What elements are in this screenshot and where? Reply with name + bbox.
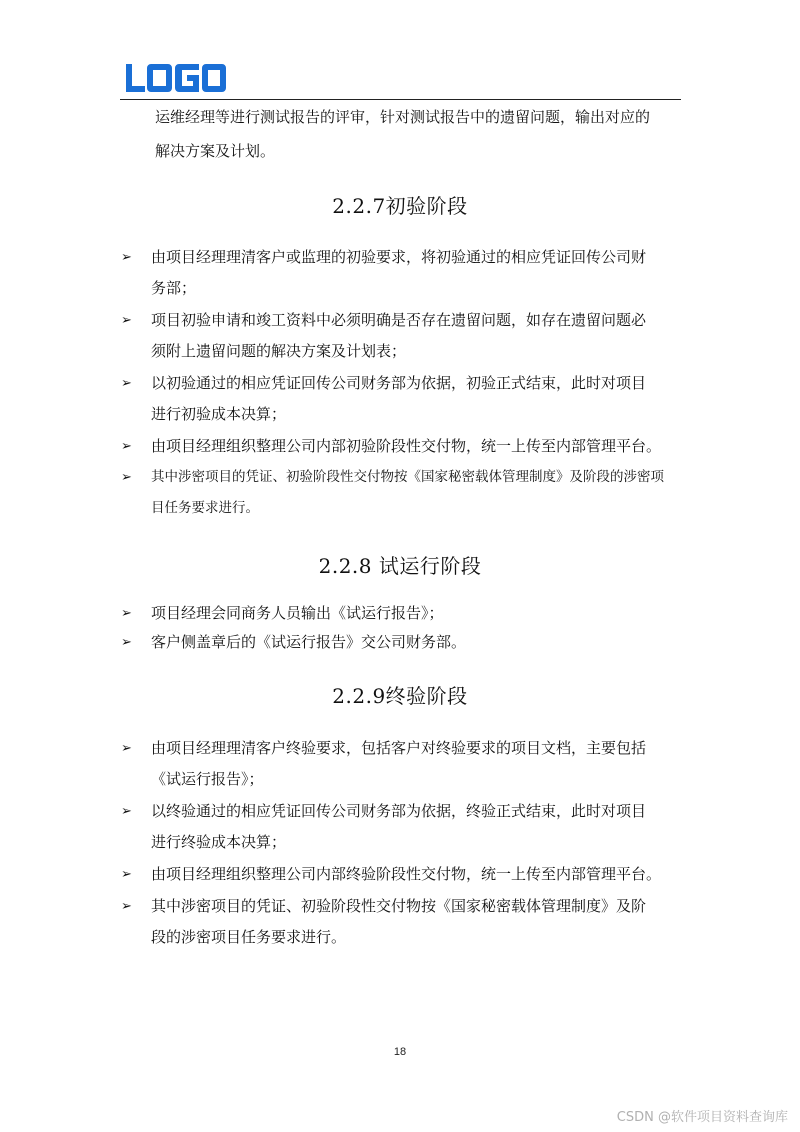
- list-item: [121, 431, 691, 462]
- list-item-line: 以初验通过的相应凭证回传公司财务部为依据，初验正式结束，此时对项目: [151, 374, 647, 392]
- list-item: [121, 627, 691, 658]
- intro-line: 解决方案及计划。: [155, 142, 276, 160]
- list-item: [121, 242, 691, 304]
- list-item: [121, 368, 691, 430]
- arrow-bullet-icon: ➢: [121, 439, 132, 454]
- watermark: CSDN @软件项目资料查询库: [616, 1110, 788, 1125]
- list-item-line: 客户侧盖章后的《试运行报告》交公司财务部。: [151, 633, 467, 651]
- list-item-line: 由项目经理理清客户终验要求，包括客户对终验要求的项目文档，主要包括: [151, 739, 647, 757]
- list-item-line: 项目初验申请和竣工资料中必须明确是否存在遗留问题，如存在遗留问题必: [151, 311, 647, 329]
- arrow-bullet-icon: ➢: [121, 313, 132, 328]
- arrow-bullet-icon: ➢: [121, 250, 132, 265]
- list-item-line: 项目经理会同商务人员输出《试运行报告》；: [151, 604, 444, 622]
- list-item: [121, 598, 691, 629]
- list-item-line: 务部；: [151, 279, 197, 297]
- list-item-line: 由项目经理理清客户或监理的初验要求，将初验通过的相应凭证回传公司财: [151, 248, 647, 266]
- list-item-line: 其中涉密项目的凭证、初验阶段性交付物按《国家秘密载体管理制度》及阶段的涉密项: [151, 469, 664, 485]
- arrow-bullet-icon: ➢: [121, 470, 132, 485]
- page-number: 18: [393, 1046, 407, 1058]
- arrow-bullet-icon: ➢: [121, 899, 132, 914]
- arrow-bullet-icon: ➢: [121, 867, 132, 882]
- logo: [126, 62, 226, 96]
- arrow-bullet-icon: ➢: [121, 635, 132, 650]
- list-item-line: 其中涉密项目的凭证、初验阶段性交付物按《国家秘密载体管理制度》及阶: [151, 897, 647, 915]
- list-item-line: 进行初验成本决算；: [151, 405, 287, 423]
- intro-paragraph: [155, 100, 695, 168]
- list-item-line: 须附上遗留问题的解决方案及计划表；: [151, 342, 407, 360]
- list-item: [121, 733, 691, 795]
- list-item: [121, 305, 691, 367]
- list-item-line: 段的涉密项目任务要求进行。: [151, 928, 347, 946]
- section-heading-2-2-8: 2.2.8 试运行阶段: [318, 554, 482, 578]
- list-item: [121, 859, 691, 890]
- list-item-line: 《试运行报告》；: [151, 770, 264, 788]
- list-item-line: 以终验通过的相应凭证回传公司财务部为依据，终验正式结束，此时对项目: [151, 802, 647, 820]
- list-item-line: 由项目经理组织整理公司内部初验阶段性交付物，统一上传至内部管理平台。: [151, 437, 662, 455]
- arrow-bullet-icon: ➢: [121, 804, 132, 819]
- list-item: [121, 891, 691, 953]
- list-item: [121, 796, 691, 858]
- list-item-line: 由项目经理组织整理公司内部终验阶段性交付物，统一上传至内部管理平台。: [151, 865, 662, 883]
- intro-line: 运维经理等进行测试报告的评审，针对测试报告中的遗留问题，输出对应的: [155, 108, 651, 126]
- list-item-line: 目任务要求进行。: [151, 500, 259, 516]
- arrow-bullet-icon: ➢: [121, 606, 132, 621]
- section-heading-2-2-7: 2.2.7初验阶段: [332, 194, 468, 218]
- section-heading-2-2-9: 2.2.9终验阶段: [332, 684, 468, 708]
- list-item: [121, 462, 691, 524]
- arrow-bullet-icon: ➢: [121, 741, 132, 756]
- list-item-line: 进行终验成本决算；: [151, 833, 287, 851]
- arrow-bullet-icon: ➢: [121, 376, 132, 391]
